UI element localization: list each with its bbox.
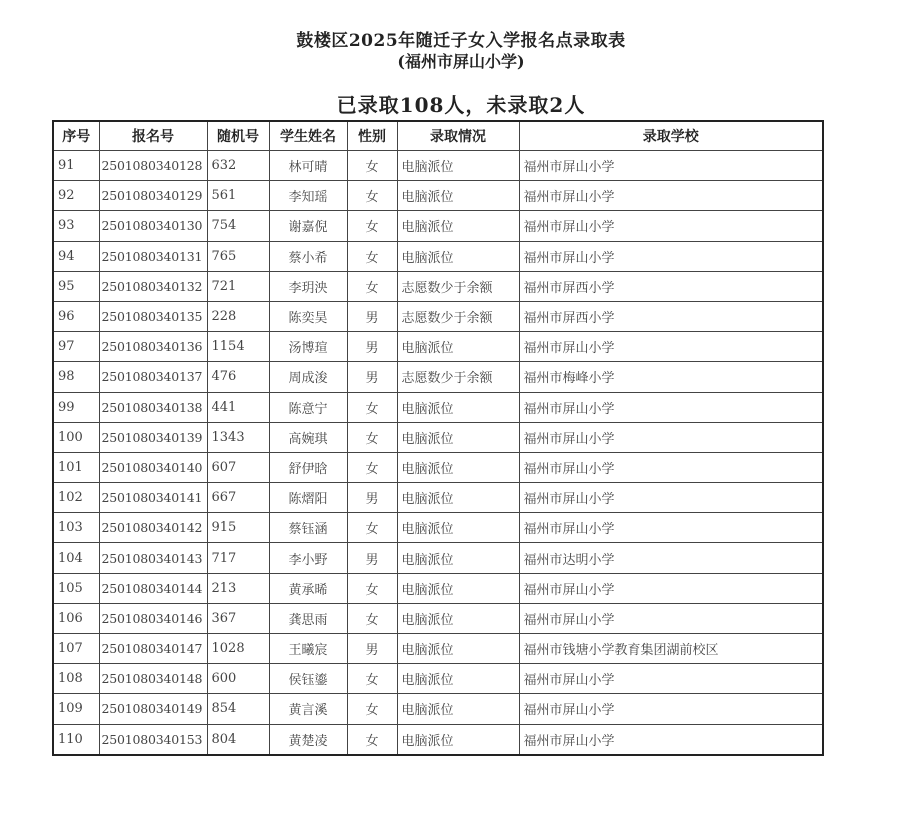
cell-gender: 男 [347, 634, 397, 664]
cell-registration-no: 2501080340132 [99, 271, 207, 301]
cell-gender: 女 [347, 392, 397, 422]
table-row [53, 151, 823, 181]
cell-index: 103 [53, 513, 99, 543]
cell-student-name: 黄言溪 [269, 694, 347, 724]
table-row [53, 573, 823, 603]
cell-index: 101 [53, 452, 99, 482]
cell-registration-no: 2501080340131 [99, 241, 207, 271]
cell-admitted-school: 福州市梅峰小学 [519, 362, 823, 392]
admission-summary: 已录取108人，未录取2人 [336, 93, 586, 117]
cell-admitted-school: 福州市屏西小学 [519, 271, 823, 301]
table-row [53, 603, 823, 633]
cell-admission-status: 电脑派位 [397, 724, 519, 755]
cell-random-no: 632 [207, 151, 269, 181]
table-row [53, 211, 823, 241]
cell-registration-no: 2501080340153 [99, 724, 207, 755]
cell-admitted-school: 福州市屏山小学 [519, 664, 823, 694]
cell-gender: 男 [347, 301, 397, 331]
cell-student-name: 谢嘉倪 [269, 211, 347, 241]
cell-student-name: 王曦宸 [269, 634, 347, 664]
cell-index: 106 [53, 603, 99, 633]
cell-admission-status: 电脑派位 [397, 483, 519, 513]
cell-student-name: 高婉琪 [269, 422, 347, 452]
cell-admission-status: 电脑派位 [397, 573, 519, 603]
cell-student-name: 汤博瑄 [269, 332, 347, 362]
cell-random-no: 213 [207, 573, 269, 603]
table-row [53, 392, 823, 422]
cell-student-name: 李玥泱 [269, 271, 347, 301]
cell-student-name: 陈意宁 [269, 392, 347, 422]
cell-admitted-school: 福州市屏山小学 [519, 181, 823, 211]
cell-admitted-school: 福州市屏山小学 [519, 392, 823, 422]
table-row [53, 543, 823, 573]
cell-admitted-school: 福州市屏山小学 [519, 694, 823, 724]
cell-admitted-school: 福州市达明小学 [519, 543, 823, 573]
col-header-gender: 性别 [347, 121, 397, 151]
cell-index: 108 [53, 664, 99, 694]
cell-admitted-school: 福州市屏山小学 [519, 483, 823, 513]
cell-random-no: 854 [207, 694, 269, 724]
table-row [53, 181, 823, 211]
cell-random-no: 561 [207, 181, 269, 211]
col-header-random-no: 随机号 [207, 121, 269, 151]
cell-gender: 女 [347, 724, 397, 755]
cell-random-no: 1154 [207, 332, 269, 362]
cell-random-no: 754 [207, 211, 269, 241]
cell-random-no: 367 [207, 603, 269, 633]
cell-registration-no: 2501080340147 [99, 634, 207, 664]
cell-admitted-school: 福州市屏山小学 [519, 211, 823, 241]
cell-random-no: 804 [207, 724, 269, 755]
table-row [53, 483, 823, 513]
cell-student-name: 侯钰鎏 [269, 664, 347, 694]
table-row [53, 271, 823, 301]
cell-student-name: 李小野 [269, 543, 347, 573]
cell-admission-status: 电脑派位 [397, 151, 519, 181]
cell-registration-no: 2501080340143 [99, 543, 207, 573]
table-body [53, 151, 823, 755]
cell-index: 92 [53, 181, 99, 211]
cell-student-name: 李知瑶 [269, 181, 347, 211]
cell-admitted-school: 福州市屏山小学 [519, 603, 823, 633]
cell-admission-status: 电脑派位 [397, 603, 519, 633]
cell-index: 104 [53, 543, 99, 573]
cell-registration-no: 2501080340144 [99, 573, 207, 603]
cell-registration-no: 2501080340128 [99, 151, 207, 181]
cell-admission-status: 电脑派位 [397, 543, 519, 573]
cell-registration-no: 2501080340140 [99, 452, 207, 482]
cell-random-no: 600 [207, 664, 269, 694]
cell-admitted-school: 福州市屏山小学 [519, 241, 823, 271]
cell-index: 95 [53, 271, 99, 301]
cell-index: 91 [53, 151, 99, 181]
cell-gender: 女 [347, 151, 397, 181]
cell-student-name: 林可晴 [269, 151, 347, 181]
cell-admission-status: 志愿数少于余额 [397, 362, 519, 392]
cell-gender: 女 [347, 181, 397, 211]
cell-random-no: 915 [207, 513, 269, 543]
cell-random-no: 667 [207, 483, 269, 513]
cell-admission-status: 志愿数少于余额 [397, 301, 519, 331]
cell-admission-status: 电脑派位 [397, 241, 519, 271]
cell-student-name: 蔡钰涵 [269, 513, 347, 543]
cell-registration-no: 2501080340135 [99, 301, 207, 331]
cell-gender: 男 [347, 362, 397, 392]
cell-admission-status: 电脑派位 [397, 634, 519, 664]
cell-student-name: 龚思雨 [269, 603, 347, 633]
cell-student-name: 蔡小希 [269, 241, 347, 271]
cell-student-name: 黄楚凌 [269, 724, 347, 755]
cell-gender: 男 [347, 483, 397, 513]
table-row [53, 513, 823, 543]
cell-gender: 男 [347, 332, 397, 362]
cell-registration-no: 2501080340139 [99, 422, 207, 452]
cell-admission-status: 电脑派位 [397, 211, 519, 241]
col-header-admitted-school: 录取学校 [519, 121, 823, 151]
cell-index: 98 [53, 362, 99, 392]
cell-index: 96 [53, 301, 99, 331]
cell-random-no: 441 [207, 392, 269, 422]
table-row [53, 452, 823, 482]
cell-admitted-school: 福州市屏山小学 [519, 332, 823, 362]
table-row [53, 362, 823, 392]
cell-admitted-school: 福州市屏西小学 [519, 301, 823, 331]
cell-index: 110 [53, 724, 99, 755]
col-header-registration-no: 报名号 [99, 121, 207, 151]
cell-gender: 女 [347, 271, 397, 301]
cell-admission-status: 电脑派位 [397, 392, 519, 422]
cell-student-name: 陈奕昊 [269, 301, 347, 331]
cell-random-no: 1343 [207, 422, 269, 452]
cell-index: 102 [53, 483, 99, 513]
cell-random-no: 1028 [207, 634, 269, 664]
table-row [53, 694, 823, 724]
col-header-index: 序号 [53, 121, 99, 151]
cell-admitted-school: 福州市屏山小学 [519, 513, 823, 543]
col-header-student-name: 学生姓名 [269, 121, 347, 151]
table-row [53, 301, 823, 331]
cell-student-name: 黄承晞 [269, 573, 347, 603]
cell-gender: 女 [347, 664, 397, 694]
cell-admitted-school: 福州市屏山小学 [519, 452, 823, 482]
table-header [53, 121, 823, 151]
cell-admission-status: 电脑派位 [397, 664, 519, 694]
cell-admission-status: 电脑派位 [397, 181, 519, 211]
cell-gender: 女 [347, 422, 397, 452]
cell-gender: 女 [347, 603, 397, 633]
cell-index: 107 [53, 634, 99, 664]
cell-registration-no: 2501080340138 [99, 392, 207, 422]
cell-gender: 女 [347, 241, 397, 271]
header-row [53, 121, 823, 151]
cell-admitted-school: 福州市钱塘小学教育集团湖前校区 [519, 634, 823, 664]
cell-gender: 女 [347, 513, 397, 543]
cell-admitted-school: 福州市屏山小学 [519, 422, 823, 452]
table-row [53, 664, 823, 694]
cell-registration-no: 2501080340136 [99, 332, 207, 362]
cell-index: 93 [53, 211, 99, 241]
cell-admission-status: 电脑派位 [397, 332, 519, 362]
table-row [53, 422, 823, 452]
page-title: 鼓楼区2025年随迁子女入学报名点录取表 [296, 31, 626, 51]
cell-admitted-school: 福州市屏山小学 [519, 724, 823, 755]
table-row [53, 332, 823, 362]
cell-random-no: 717 [207, 543, 269, 573]
cell-admission-status: 电脑派位 [397, 694, 519, 724]
cell-registration-no: 2501080340137 [99, 362, 207, 392]
cell-random-no: 607 [207, 452, 269, 482]
cell-admission-status: 电脑派位 [397, 513, 519, 543]
cell-random-no: 721 [207, 271, 269, 301]
cell-index: 97 [53, 332, 99, 362]
cell-student-name: 周成浚 [269, 362, 347, 392]
cell-random-no: 228 [207, 301, 269, 331]
cell-index: 99 [53, 392, 99, 422]
col-header-admission-status: 录取情况 [397, 121, 519, 151]
cell-admission-status: 电脑派位 [397, 452, 519, 482]
cell-index: 105 [53, 573, 99, 603]
cell-gender: 女 [347, 211, 397, 241]
cell-admitted-school: 福州市屏山小学 [519, 573, 823, 603]
cell-gender: 女 [347, 694, 397, 724]
cell-registration-no: 2501080340142 [99, 513, 207, 543]
cell-index: 100 [53, 422, 99, 452]
cell-random-no: 765 [207, 241, 269, 271]
cell-index: 109 [53, 694, 99, 724]
table-row [53, 241, 823, 271]
cell-admitted-school: 福州市屏山小学 [519, 151, 823, 181]
cell-gender: 女 [347, 452, 397, 482]
cell-gender: 男 [347, 543, 397, 573]
page-subtitle: (福州市屏山小学) [397, 52, 525, 71]
cell-registration-no: 2501080340141 [99, 483, 207, 513]
table-row [53, 634, 823, 664]
cell-registration-no: 2501080340148 [99, 664, 207, 694]
cell-registration-no: 2501080340149 [99, 694, 207, 724]
cell-registration-no: 2501080340146 [99, 603, 207, 633]
table-row [53, 724, 823, 755]
cell-index: 94 [53, 241, 99, 271]
admission-table [52, 120, 824, 756]
cell-random-no: 476 [207, 362, 269, 392]
cell-student-name: 陈熠阳 [269, 483, 347, 513]
cell-registration-no: 2501080340130 [99, 211, 207, 241]
cell-registration-no: 2501080340129 [99, 181, 207, 211]
cell-admission-status: 电脑派位 [397, 422, 519, 452]
cell-gender: 女 [347, 573, 397, 603]
cell-admission-status: 志愿数少于余额 [397, 271, 519, 301]
cell-student-name: 舒伊晗 [269, 452, 347, 482]
